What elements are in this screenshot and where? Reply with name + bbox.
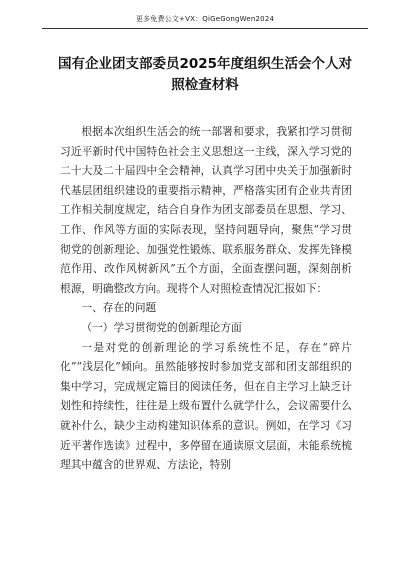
subsection-heading: （一）学习贯彻党的创新理论方面 (81, 320, 242, 334)
document-body (60, 122, 352, 475)
section-heading: 一、存在的问题 (81, 301, 157, 315)
header-note: 更多免费公文+VX：QiGeGongWen2024 (135, 15, 275, 23)
header-divider (42, 28, 368, 29)
intro-paragraph: 根据本次组织生活会的统一部署和要求，我紧扣学习贯彻习近平新时代中国特色社会主义思想这一主线，深入学习党的二十大及二十届四中全会精神，认真学习团中央关于加强新时代基层团组织建设的重要指示精神，严格落实团有企业共青团工作相关制度规定，结合自身作为团支部委员在思想、学习、工作、作风等方面的实际表现，坚持问题导向，聚焦“学习贯彻党的创新理论、加强党性锻炼、联系服务群众、发挥先锋模范作用、改作风树新风”五个方面，全面查摆问题，深刻剖析根源，明确整改方向。现将个人对照检查情况汇报如下： (60, 125, 352, 295)
body-paragraph: 一是对党的创新理论的学习系统性不足，存在“碎片化”“浅层化”倾向。虽然能够按时参加党支部和团支部组织的集中学习，完成规定篇目的阅读任务，但在自主学习上缺乏计划性和持续性，往往是上级布置什么就学什么，会议需要什么就补什么，缺少主动构建知识体系的意识。例如，在学习《习近平著作选读》过程中，多停留在通读原文层面，未能系统梳理其中蕴含的世界观、方法论，特别 (60, 340, 352, 472)
document-title: 国有企业团支部委员2025年度组织生活会个人对照检查材料 (57, 56, 353, 93)
